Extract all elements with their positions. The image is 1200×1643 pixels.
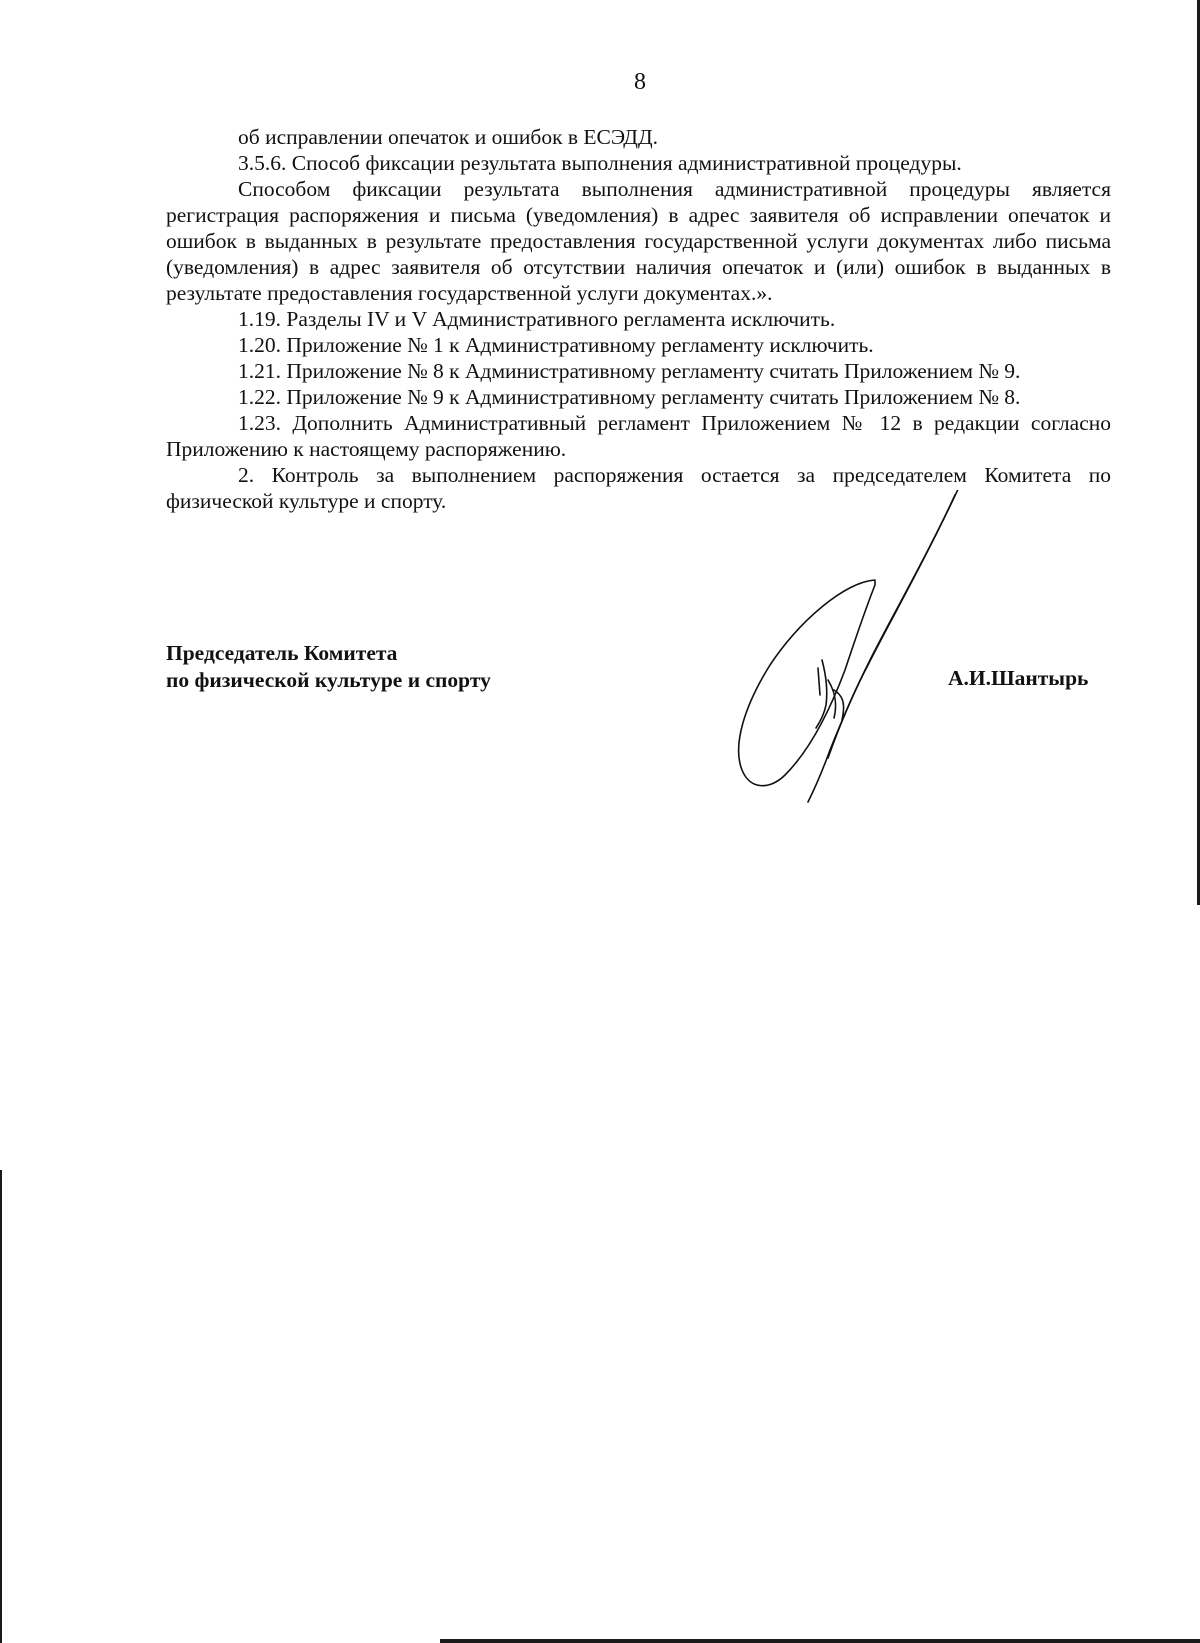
scan-edge-bottom: [440, 1639, 1200, 1643]
paragraph-item-1-21: 1.21. Приложение № 8 к Административному регламенту считать Приложением № 9.: [238, 359, 1021, 383]
paragraph-item-2-control: 2. Контроль за выполнением распоряжения остается за председателем Комитета по физической культуре и спорту.: [166, 463, 1111, 513]
signatory-title-line-2: по физической культуре и спорту: [166, 668, 491, 692]
scan-edge-left: [0, 1170, 2, 1643]
paragraph-section-3-5-6: 3.5.6. Способ фиксации результата выполнения административной процедуры.: [238, 151, 962, 175]
handwritten-signature: [730, 490, 960, 810]
paragraph-item-1-19: 1.19. Разделы IV и V Административного регламента исключить.: [238, 307, 836, 331]
paragraph-fixation-method: Способом фиксации результата выполнения административной процедуры является регистрация распоряжения и письма (уведомления) в адрес заявителя об исправлении опечаток и ошибок в выданных в результате предоставления государственной услуги документах либо письма (уведомления) в адрес заявителя об отсутствии наличия опечаток и (или) ошибок в выданных в результате предоставления государственной услуги документах.».: [166, 177, 1111, 305]
paragraph-item-1-23: 1.23. Дополнить Административный регламент Приложением № 12 в редакции согласно Приложению к настоящему распоряжению.: [166, 411, 1111, 461]
document-body: [166, 124, 1111, 514]
page-number: 8: [634, 69, 646, 95]
signatory-title-line-1: Председатель Комитета: [166, 641, 398, 665]
paragraph-item-1-20: 1.20. Приложение № 1 к Административному регламенту исключить.: [238, 333, 874, 357]
paragraph-continuation: об исправлении опечаток и ошибок в ЕСЭДД.: [238, 125, 658, 149]
signatory-name: А.И.Шантырь: [948, 666, 1089, 690]
paragraph-item-1-22: 1.22. Приложение № 9 к Административному регламенту считать Приложением № 8.: [238, 385, 1021, 409]
